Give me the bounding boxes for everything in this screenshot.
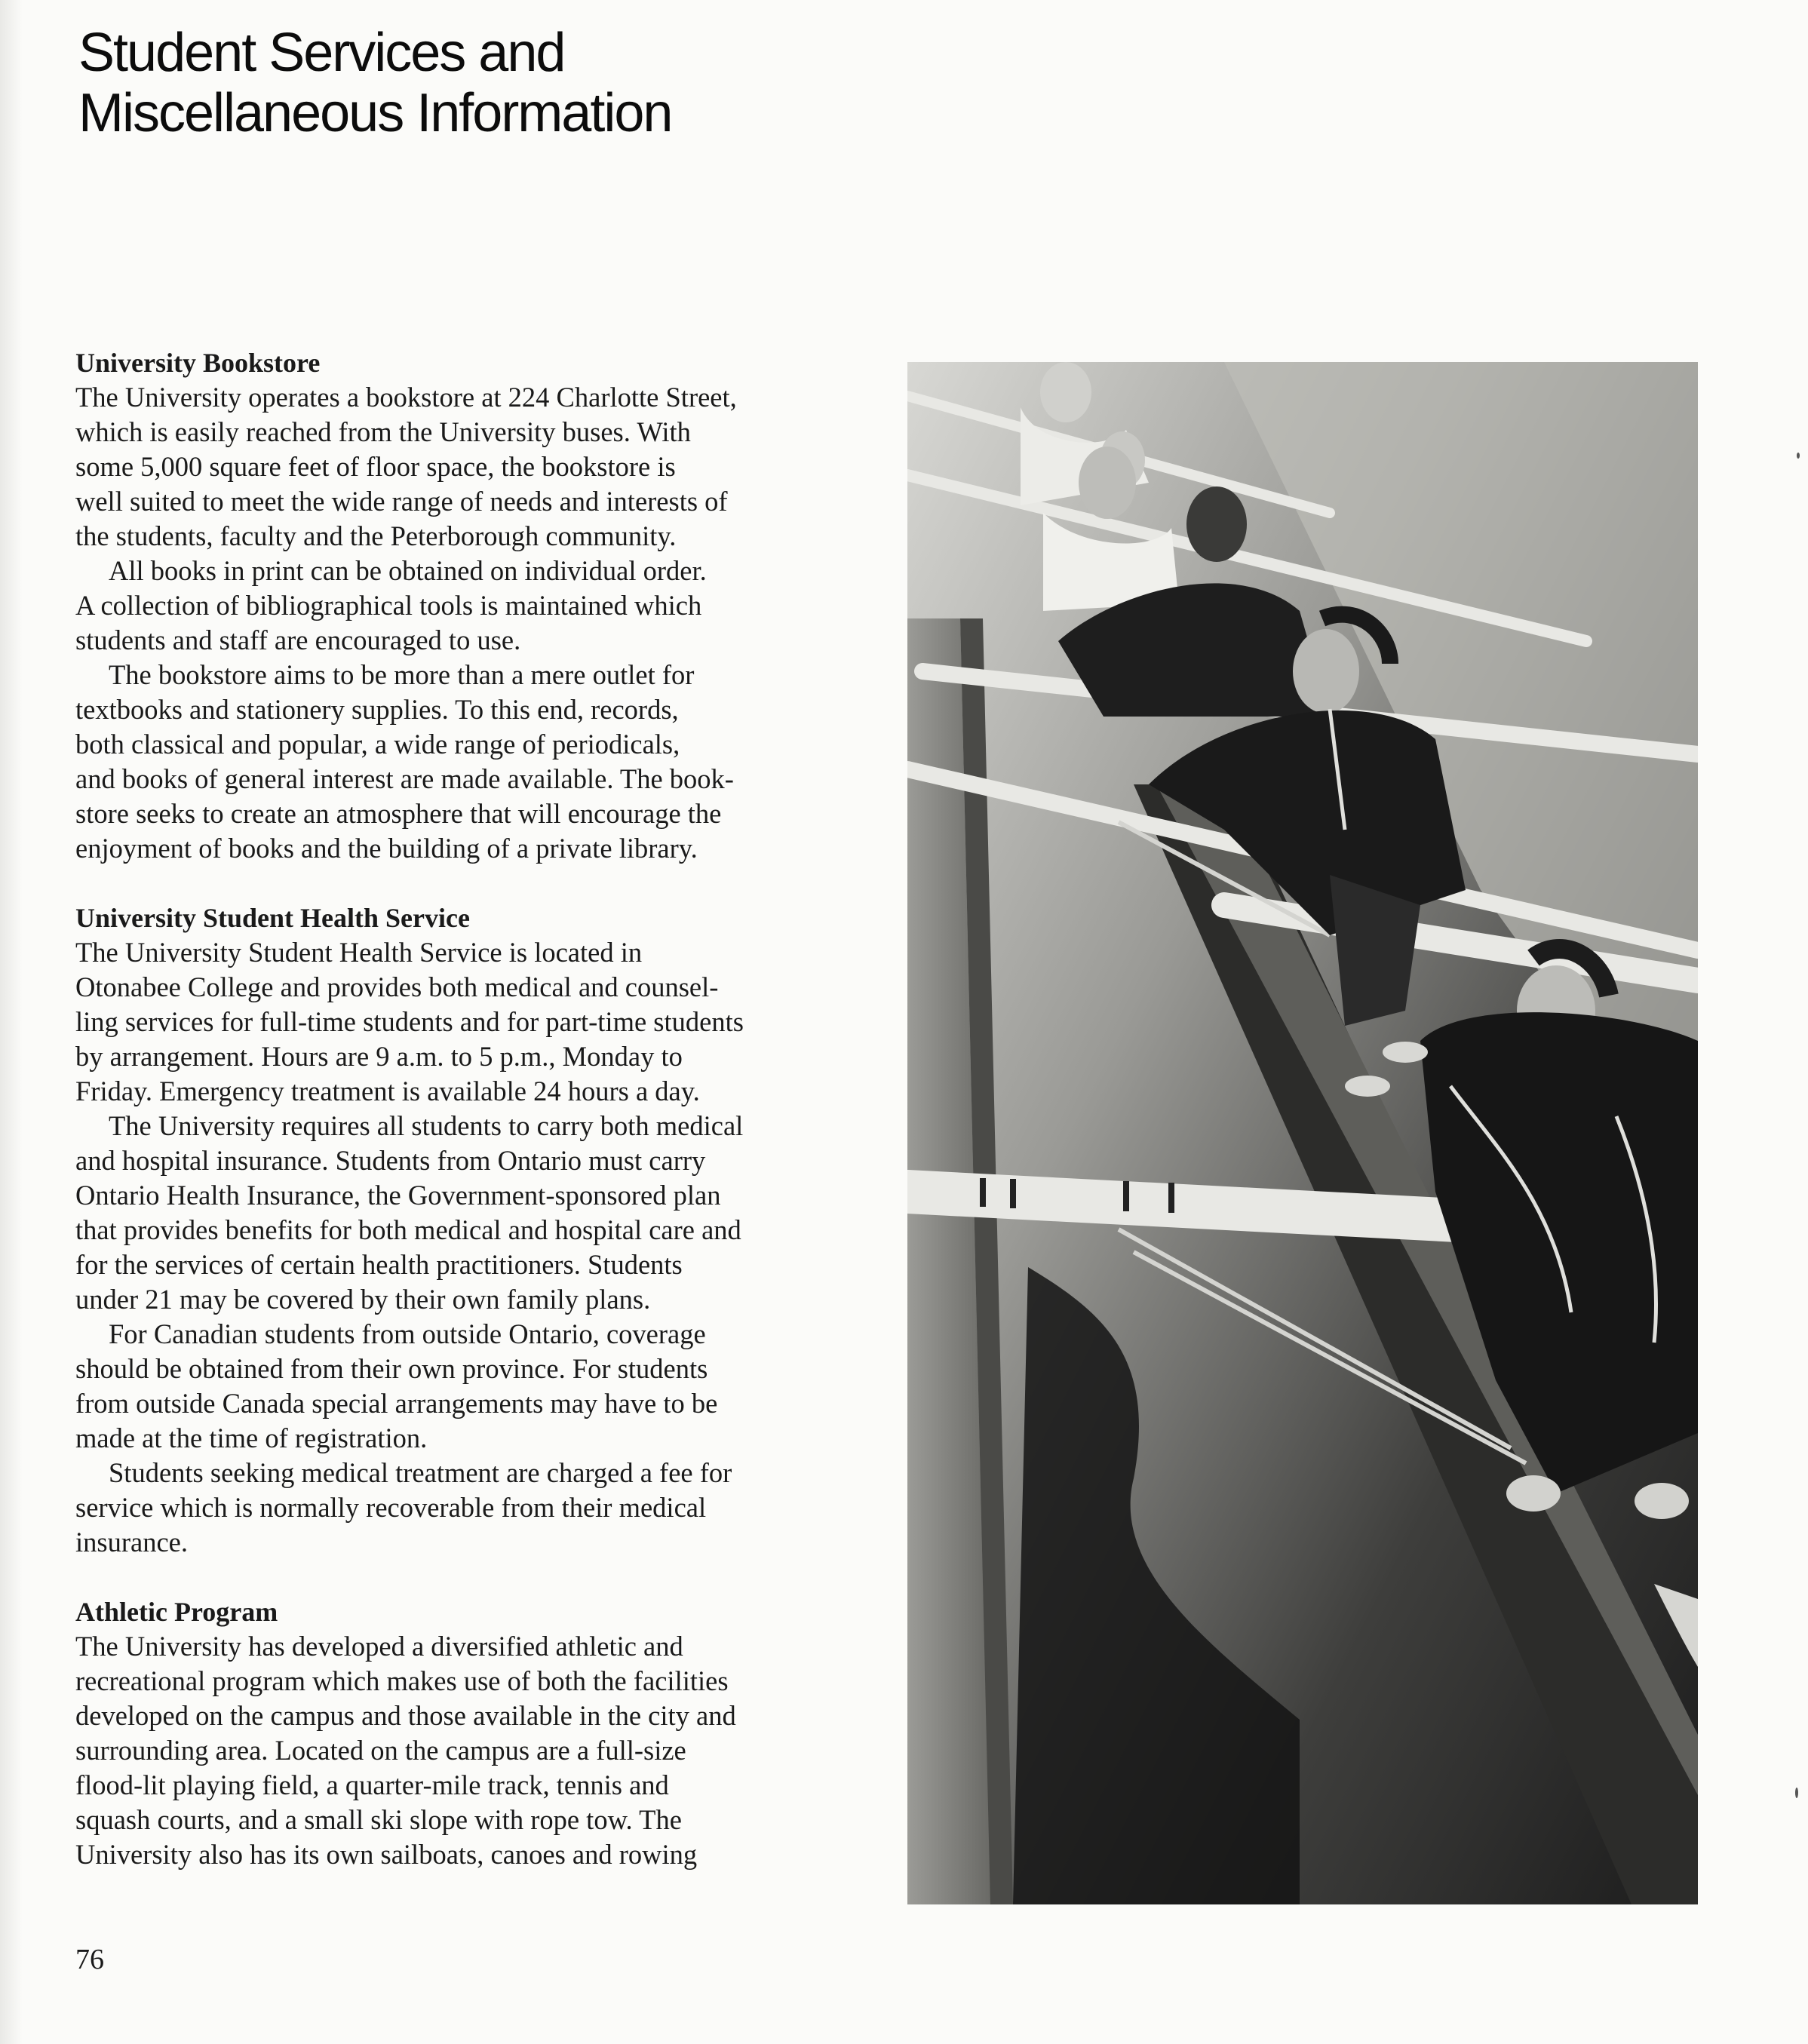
text-line: The University Student Health Service is located in bbox=[75, 937, 643, 968]
text-line: from outside Canada special arrangements may have to be bbox=[75, 1388, 718, 1419]
scan-speck bbox=[1795, 1788, 1798, 1798]
text-line: The University has developed a diversified athletic and bbox=[75, 1631, 683, 1662]
scan-speck bbox=[1797, 453, 1800, 459]
text-line: service which is normally recoverable from their medical bbox=[75, 1492, 707, 1523]
text-line: insurance. bbox=[75, 1527, 188, 1558]
paragraph bbox=[75, 658, 875, 866]
text-line: Friday. Emergency treatment is available 24 hours a day. bbox=[75, 1076, 700, 1106]
text-line: under 21 may be covered by their own family plans. bbox=[75, 1284, 651, 1315]
text-line: well suited to meet the wide range of needs and interests of bbox=[75, 486, 728, 517]
section-heading: Athletic Program bbox=[75, 1597, 278, 1627]
text-line: The University operates a bookstore at 224 Charlotte Street, bbox=[75, 382, 737, 413]
text-line: textbooks and stationery supplies. To this end, records, bbox=[75, 694, 679, 725]
text-line: The bookstore aims to be more than a mere outlet for bbox=[109, 659, 695, 690]
text-line: by arrangement. Hours are 9 a.m. to 5 p.m., Monday to bbox=[75, 1041, 683, 1072]
text-line: that provides benefits for both medical and hospital care and bbox=[75, 1214, 741, 1245]
text-line: flood-lit playing field, a quarter-mile track, tennis and bbox=[75, 1769, 669, 1800]
text-line: the students, faculty and the Peterborough community. bbox=[75, 520, 677, 551]
text-line: students and staff are encouraged to use. bbox=[75, 625, 521, 655]
body-text-column bbox=[75, 345, 875, 1872]
text-line: developed on the campus and those available in the city and bbox=[75, 1700, 736, 1731]
text-line: Students seeking medical treatment are charged a fee for bbox=[109, 1457, 732, 1488]
page-title-line-1: Student Services and bbox=[78, 23, 565, 83]
text-line: both classical and popular, a wide range of periodicals, bbox=[75, 729, 680, 760]
text-line: ling services for full-time students and for part-time students bbox=[75, 1006, 744, 1037]
section bbox=[75, 901, 875, 1560]
paragraph bbox=[75, 1317, 875, 1456]
text-line: Otonabee College and provides both medical and counsel- bbox=[75, 971, 719, 1002]
text-line: and books of general interest are made available. The book- bbox=[75, 763, 734, 794]
text-line: recreational program which makes use of both the facilities bbox=[75, 1665, 729, 1696]
section bbox=[75, 1594, 875, 1872]
page-number: 76 bbox=[75, 1944, 104, 1975]
text-line: should be obtained from their own province. For students bbox=[75, 1353, 708, 1384]
text-line: Ontario Health Insurance, the Government-sponsored plan bbox=[75, 1180, 721, 1211]
paragraph bbox=[75, 1456, 875, 1560]
text-line: A collection of bibliographical tools is maintained which bbox=[75, 590, 702, 621]
section-heading: University Bookstore bbox=[75, 348, 321, 378]
paragraph bbox=[75, 554, 875, 658]
scan-edge-shadow bbox=[0, 0, 23, 2044]
page-title bbox=[78, 23, 671, 143]
text-line: which is easily reached from the University buses. With bbox=[75, 416, 691, 447]
rowing-photo-illustration bbox=[907, 362, 1698, 1904]
text-line: made at the time of registration. bbox=[75, 1423, 428, 1453]
text-line: For Canadian students from outside Ontario, coverage bbox=[109, 1318, 706, 1349]
paragraph bbox=[75, 935, 875, 1109]
text-line: store seeks to create an atmosphere that will encourage the bbox=[75, 798, 722, 829]
rowing-crew-photo bbox=[907, 362, 1698, 1904]
text-line: surrounding area. Located on the campus are a full-size bbox=[75, 1735, 686, 1766]
paragraph bbox=[75, 380, 875, 554]
section bbox=[75, 345, 875, 866]
paragraph bbox=[75, 1629, 875, 1872]
text-line: and hospital insurance. Students from Ontario must carry bbox=[75, 1145, 706, 1176]
section-heading: University Student Health Service bbox=[75, 903, 470, 933]
page-title-line-2: Miscellaneous Information bbox=[78, 83, 672, 143]
text-line: All books in print can be obtained on individual order. bbox=[109, 555, 707, 586]
paragraph bbox=[75, 1109, 875, 1317]
text-line: enjoyment of books and the building of a private library. bbox=[75, 833, 698, 864]
text-line: for the services of certain health practitioners. Students bbox=[75, 1249, 683, 1280]
text-line: University also has its own sailboats, canoes and rowing bbox=[75, 1839, 698, 1870]
text-line: squash courts, and a small ski slope with rope tow. The bbox=[75, 1804, 682, 1835]
text-line: some 5,000 square feet of floor space, the bookstore is bbox=[75, 451, 676, 482]
text-line: The University requires all students to carry both medical bbox=[109, 1110, 744, 1141]
